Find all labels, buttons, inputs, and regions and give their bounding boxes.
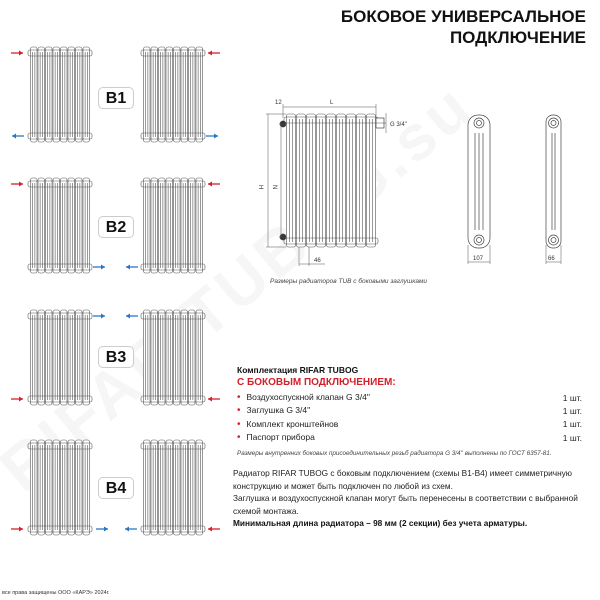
scheme-label-b1: B1	[98, 87, 134, 109]
dim-66: 66	[548, 256, 555, 262]
description-p3: Минимальная длина радиатора – 98 мм (2 секции) без учета арматуры.	[233, 518, 528, 528]
footer-copyright: все права защищены ООО «КАРЭ» 2024г.	[2, 590, 110, 596]
dim-n: N	[271, 185, 277, 190]
kit-item-qty: 1 шт.	[562, 392, 582, 403]
scheme-label-b4: B4	[98, 477, 134, 499]
kit-heading: Комплектация RIFAR TUBOG	[237, 365, 359, 375]
kit-item	[237, 431, 582, 444]
radiator-front-view	[280, 114, 384, 247]
kit-item-qty: 1 шт.	[562, 405, 582, 416]
title-line-1: БОКОВОЕ УНИВЕРСАЛЬНОЕ	[340, 7, 586, 26]
scheme-label-b2: B2	[98, 216, 134, 238]
kit-item-qty: 1 шт.	[562, 432, 582, 443]
kit-item-name: • Комплект кронштейнов	[237, 419, 338, 430]
kit-item	[237, 418, 582, 431]
scheme-label-b3: B3	[98, 346, 134, 368]
kit-item-name: • Воздухоспускной клапан G 3/4''	[237, 392, 370, 403]
dim-107: 107	[473, 256, 484, 262]
kit-item-name: • Паспорт прибора	[237, 432, 315, 443]
description	[233, 467, 583, 530]
description-p1: Радиатор RIFAR TUBOG с боковым подключением (схемы В1-В4) имеет симметричную конструкцию и может быть подключен по любой из схем.	[233, 468, 573, 491]
dim-thread: G 3/4''	[390, 122, 407, 128]
kit-item-qty: 1 шт.	[562, 419, 582, 430]
kit-item-name: • Заглушка G 3/4''	[237, 405, 310, 416]
radiator-front-drawing	[284, 114, 378, 247]
title-line-2: ПОДКЛЮЧЕНИЕ	[449, 28, 586, 47]
radiator-side-views	[468, 115, 561, 248]
dim-12: 12	[275, 100, 282, 106]
dim-h: H	[257, 185, 263, 190]
kit-note: Размеры внутренних боковых присоединительных резьб радиатора G 3/4'' выполнены по ГОСТ 6357-81.	[237, 450, 552, 458]
dim-46: 46	[314, 258, 321, 264]
kit-item	[237, 404, 582, 417]
kit-subheading: С БОКОВЫМ ПОДКЛЮЧЕНИЕМ:	[237, 377, 396, 388]
kit-item	[237, 391, 582, 404]
dim-l: L	[330, 100, 334, 106]
kit-section	[237, 365, 582, 457]
description-p2: Заглушка и воздухоспускной клапан могут быть перенесены в соответствии с выбранной схемой монтажа.	[233, 493, 578, 516]
drawing-caption: Размеры радиаторов TUB с боковыми заглушками	[270, 278, 428, 285]
